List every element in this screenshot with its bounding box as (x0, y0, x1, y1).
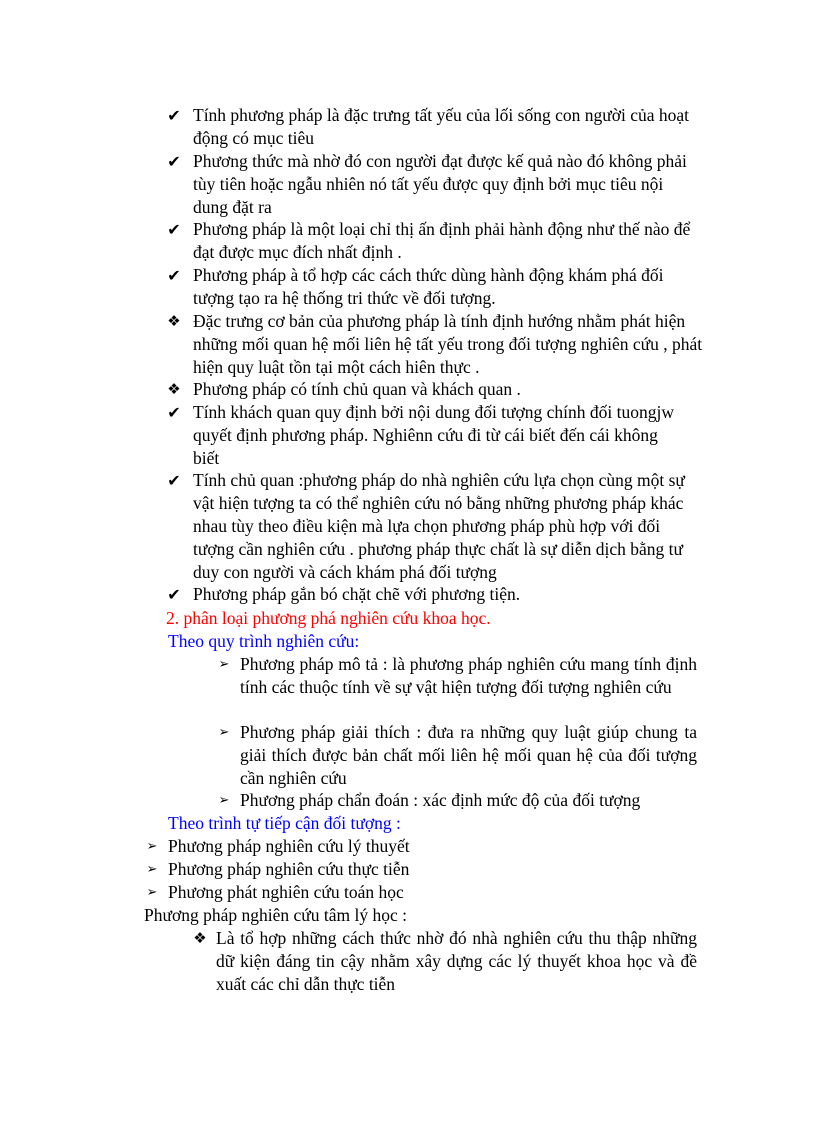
check-mark-icon: ✔ (167, 471, 181, 490)
arrowhead-bullet-icon: ➢ (146, 839, 158, 854)
check-mark-icon: ✔ (167, 152, 181, 171)
four-diamond-bullet-icon: ❖ (167, 312, 181, 330)
arrowhead-bullet-icon: ➢ (218, 793, 230, 808)
list-item (218, 721, 697, 790)
arrowhead-bullet-icon: ➢ (218, 725, 230, 740)
list-item (146, 858, 568, 881)
four-diamond-bullet-icon: ❖ (193, 929, 207, 947)
arrowhead-bullet-icon: ➢ (218, 657, 230, 672)
check-mark-icon: ✔ (167, 266, 181, 285)
check-mark-icon: ✔ (167, 585, 181, 604)
list-item (167, 469, 703, 584)
list-item (167, 401, 688, 470)
list-item-text: Phương thức mà nhờ đó con người đạt được kế quả nào đó không phải tùy tiên hoặc ngẫu nhiên nó tất yếu được quy định bởi mục tiêu nội dung đặt ra (193, 151, 687, 217)
list-item-text: Là tổ hợp những cách thức nhờ đó nhà nghiên cứu thu thập những dữ kiện đáng tin cậy nhằm xây dựng các lý thuyết khoa học và đề xuất các chỉ dẫn thực tiễn (216, 928, 697, 994)
list-item (167, 310, 703, 379)
list-item-text: Tính khách quan quy định bởi nội dung đối tượng chính đối tuongjw quyết định phương pháp. Nghiênn cứu đi từ cái biết đến cái không biết (193, 402, 675, 468)
list-item (167, 264, 703, 310)
subsection-heading: Theo quy trình nghiên cứu: (168, 631, 360, 651)
check-mark-icon: ✔ (167, 220, 181, 239)
list-item-text: Tính phương pháp là đặc trưng tất yếu của lối sống con người của hoạt động có mục tiêu (193, 105, 690, 148)
list-item (193, 927, 697, 996)
list-item-text: Tính chủ quan :phương pháp do nhà nghiên cứu lựa chọn cùng một sự vật hiện tượng ta có thể nghiên cứu nó bằng những phương pháp khác nhau tùy theo điều kiện mà lựa chọn phương pháp phù hợp với đối tượng cần nghiên cứu . phương pháp thực chất là sự diễn dịch bằng tư duy con người và cách khám phá đối tượng (193, 470, 685, 582)
arrowhead-bullet-icon: ➢ (146, 885, 158, 900)
list-item-text: Phương pháp gắn bó chặt chẽ với phương tiện. (193, 584, 521, 604)
list-item-text: Phương pháp nghiên cứu lý thuyết (168, 836, 410, 856)
list-item (218, 653, 697, 699)
list-item-text: Phương pháp nghiên cứu thực tiễn (168, 859, 410, 879)
list-item-text: Phương pháp giải thích : đưa ra những quy luật giúp chung ta giải thích được bản chất mối liên hệ mối quan hệ của đối tượng cần nghiên cứu (240, 722, 697, 788)
list-item (146, 835, 568, 858)
list-item-text: Phương pháp có tính chủ quan và khách quan . (193, 379, 521, 399)
check-mark-icon: ✔ (167, 403, 181, 422)
list-item (167, 150, 698, 219)
list-item (218, 789, 697, 812)
list-item-text: Phương phát nghiên cứu toán học (168, 882, 404, 902)
list-item-text: Đặc trưng cơ bản của phương pháp là tính định hướng nhằm phát hiện những mối quan hệ mối liên hệ tất yếu trong đối tượng nghiên cứu , phát hiện quy luật tồn tại một cách hiên thực . (193, 311, 703, 377)
arrowhead-bullet-icon: ➢ (146, 862, 158, 877)
list-item (146, 881, 568, 904)
list-item (167, 218, 698, 264)
section-heading: 2. phân loại phương phá nghiên cứu khoa học. (166, 608, 491, 628)
list-item-text: Phương pháp chẩn đoán : xác định mức độ của đối tượng (240, 790, 641, 810)
list-item-text: Phương pháp à tổ hợp các cách thức dùng hành động khám phá đối tượng tạo ra hệ thống tri thức về đối tượng. (193, 265, 664, 308)
list-item-text: Phương pháp là một loại chỉ thị ấn định phải hành động như thế nào để đạt được mục đích nhất định . (193, 219, 691, 262)
list-item (167, 378, 698, 401)
list-item (167, 104, 698, 150)
list-item (167, 583, 698, 606)
subsection-heading: Theo trình tự tiếp cận đối tượng : (168, 813, 401, 833)
subsection-heading: Phương pháp nghiên cứu tâm lý học : (144, 905, 407, 925)
four-diamond-bullet-icon: ❖ (167, 380, 181, 398)
check-mark-icon: ✔ (167, 106, 181, 125)
list-item-text: Phương pháp mô tả : là phương pháp nghiên cứu mang tính định tính các thuộc tính về sự vật hiện tượng đối tượng nghiên cứu (240, 654, 697, 697)
